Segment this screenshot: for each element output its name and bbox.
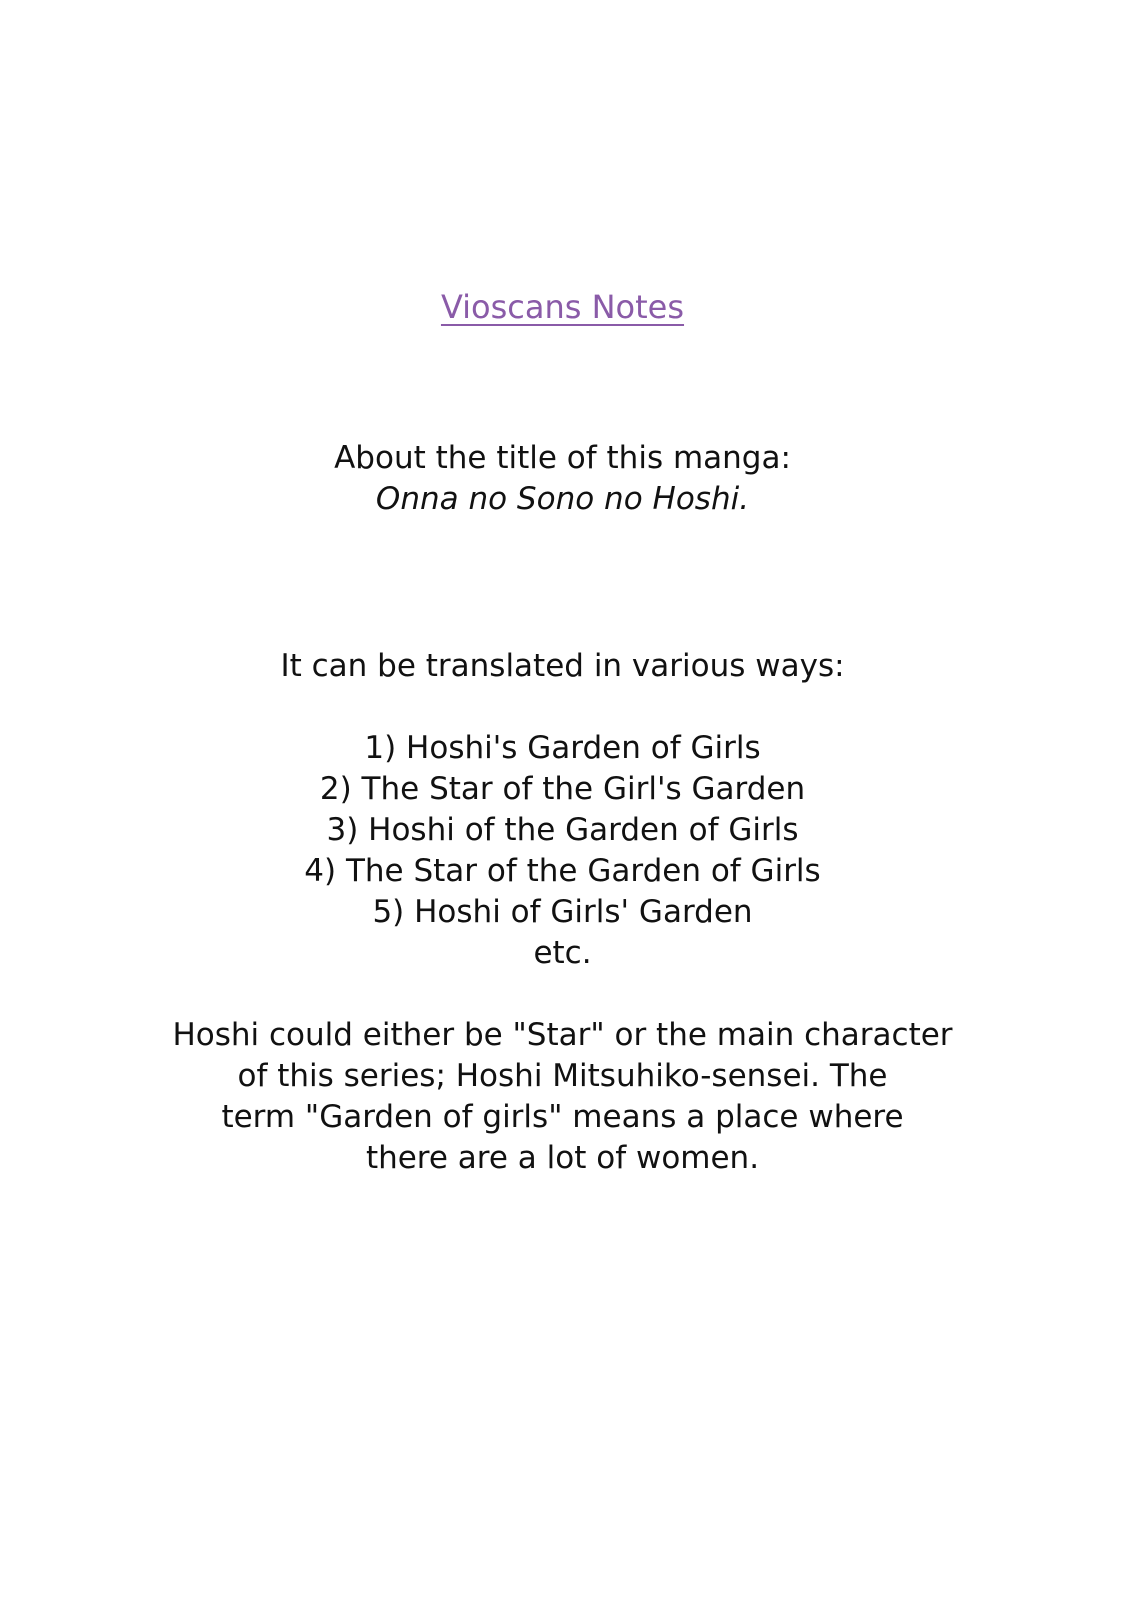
translations-lead: [0, 646, 1125, 687]
page-title: [0, 284, 1125, 330]
list-item-etc: etc.: [533, 935, 592, 971]
list-item: 3) Hoshi of the Garden of Girls: [326, 812, 799, 848]
list-item: 5) Hoshi of Girls' Garden: [372, 894, 753, 930]
intro-line: About the title of this manga:: [334, 440, 791, 476]
explanation-line: Hoshi could either be "Star" or the main character: [172, 1017, 953, 1053]
list-item: 4) The Star of the Garden of Girls: [304, 853, 821, 889]
explanation-line: there are a lot of women.: [365, 1140, 760, 1176]
translations-lead-text: It can be translated in various ways:: [280, 648, 845, 684]
explanation-line: of this series; Hoshi Mitsuhiko-sensei. The: [237, 1058, 888, 1094]
explanation-line: term "Garden of girls" means a place where: [221, 1099, 904, 1135]
intro-section: [0, 438, 1125, 520]
translations-list: [0, 728, 1125, 974]
title-text: Vioscans Notes: [440, 288, 685, 326]
manga-title: Onna no Sono no Hoshi.: [375, 481, 750, 517]
list-item: 2) The Star of the Girl's Garden: [319, 771, 806, 807]
explanation-paragraph: [0, 1015, 1125, 1179]
list-item: 1) Hoshi's Garden of Girls: [364, 730, 761, 766]
